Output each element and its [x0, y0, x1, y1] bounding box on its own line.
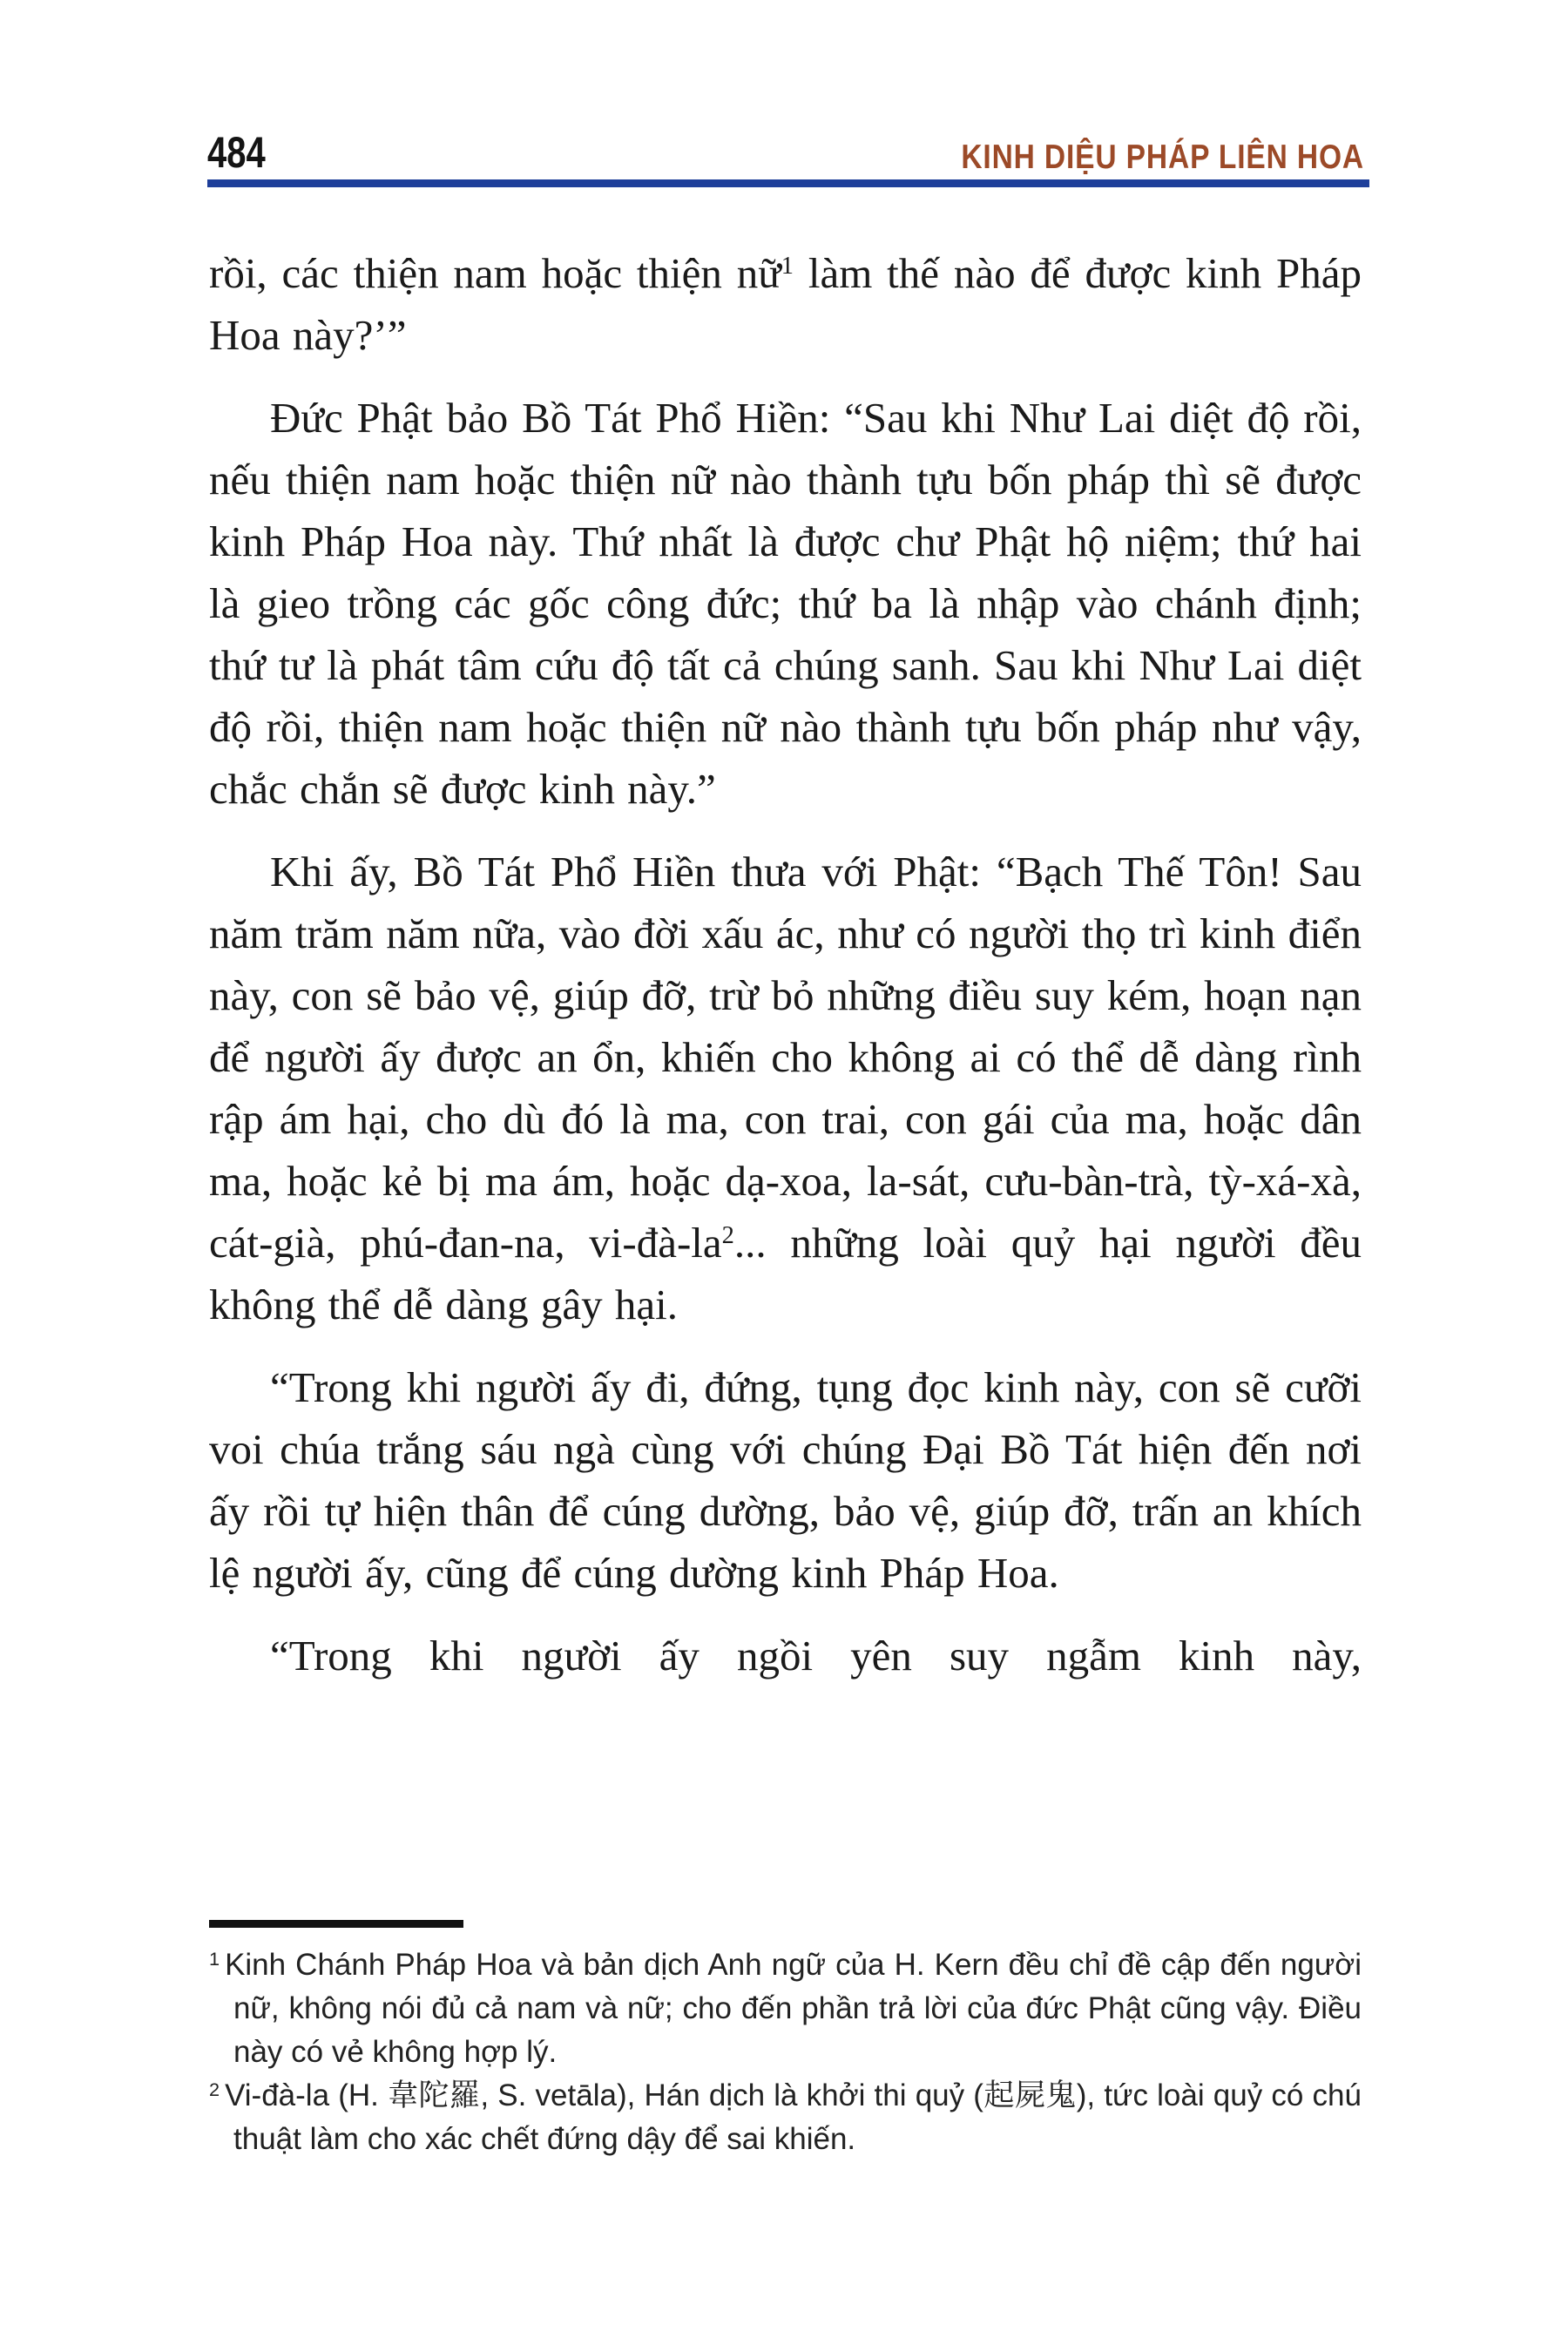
paragraph: [209, 841, 1362, 1335]
footnote-marker: 2: [209, 2078, 220, 2101]
paragraph: [209, 387, 1362, 820]
footnote-text: Vi-đà-la (H. 韋陀羅, S. vetāla), Hán dịch là khởi thi quỷ (起屍鬼), tức loài quỷ có chú thuật làm cho xác chết đứng dậy để sai khiến.: [225, 2078, 1362, 2156]
footnote-marker: 1: [209, 1948, 220, 1970]
running-title: KINH DIỆU PHÁP LIÊN HOA: [961, 139, 1364, 176]
paragraph: [209, 242, 1362, 366]
footnote-list: [209, 1943, 1362, 2161]
footnote: [209, 1943, 1362, 2074]
text-run: rồi, các thiện nam hoặc thiện nữ: [209, 249, 781, 297]
text-run: “Trong khi người ấy ngồi yên suy ngẫm kinh này,: [270, 1632, 1362, 1680]
page-header: [207, 120, 1364, 177]
footnote-text: Kinh Chánh Pháp Hoa và bản dịch Anh ngữ của H. Kern đều chỉ đề cập đến người nữ, không nói đủ cả nam và nữ; cho đến phần trả lời của đức Phật cũng vậy. Điều này có vẻ không hợp lý.: [225, 1948, 1362, 2069]
header-rule: [207, 179, 1369, 187]
footnote-ref[interactable]: 1: [781, 253, 794, 280]
text-run: ... những loài quỷ hại người đều không thể dễ dàng gây hại.: [209, 1219, 1362, 1328]
footnote: [209, 2074, 1362, 2161]
paragraph: [209, 1625, 1362, 1686]
text-run: “Trong khi người ấy đi, đứng, tụng đọc kinh này, con sẽ cưỡi voi chúa trắng sáu ngà cùng với chúng Đại Bồ Tát hiện đến nơi ấy rồi tự hiện thân để cúng dường, bảo vệ, giúp đỡ, trấn an khích lệ người ấy, cũng để cúng dường kinh Pháp Hoa.: [209, 1363, 1362, 1597]
text-run: Khi ấy, Bồ Tát Phổ Hiền thưa với Phật: “Bạch Thế Tôn! Sau năm trăm năm nữa, vào đời xấu ác, như có người thọ trì kinh điển này, con sẽ bảo vệ, giúp đỡ, trừ bỏ những điều suy kém, hoạn nạn để người ấy được an ổn, khiến cho không ai có thể dễ dàng rình rập ám hại, cho dù đó là ma, con trai, con gái của ma, hoặc dân ma, hoặc kẻ bị ma ám, hoặc dạ-xoa, la-sát, cưu-bàn-trà, tỳ-xá-xà, cát-già, phú-đan-na, vi-đà-la: [209, 848, 1362, 1267]
text-run: làm thế nào để được kinh Pháp Hoa này?’”: [209, 249, 1362, 359]
footnote-separator: [209, 1920, 463, 1928]
text-run: Đức Phật bảo Bồ Tát Phổ Hiền: “Sau khi Như Lai diệt độ rồi, nếu thiện nam hoặc thiện nữ nào thành tựu bốn pháp thì sẽ được kinh Pháp Hoa này. Thứ nhất là được chư Phật hộ niệm; thứ hai là gieo trồng các gốc công đức; thứ ba là nhập vào chánh định; thứ tư là phát tâm cứu độ tất cả chúng sanh. Sau khi Như Lai diệt độ rồi, thiện nam hoặc thiện nữ nào thành tựu bốn pháp như vậy, chắc chắn sẽ được kinh này.”: [209, 394, 1362, 813]
page-number: 484: [207, 128, 266, 177]
paragraph: [209, 1356, 1362, 1604]
footnote-ref[interactable]: 2: [721, 1222, 734, 1250]
body-text: [209, 242, 1362, 1686]
footnotes-section: [209, 1920, 1362, 2161]
